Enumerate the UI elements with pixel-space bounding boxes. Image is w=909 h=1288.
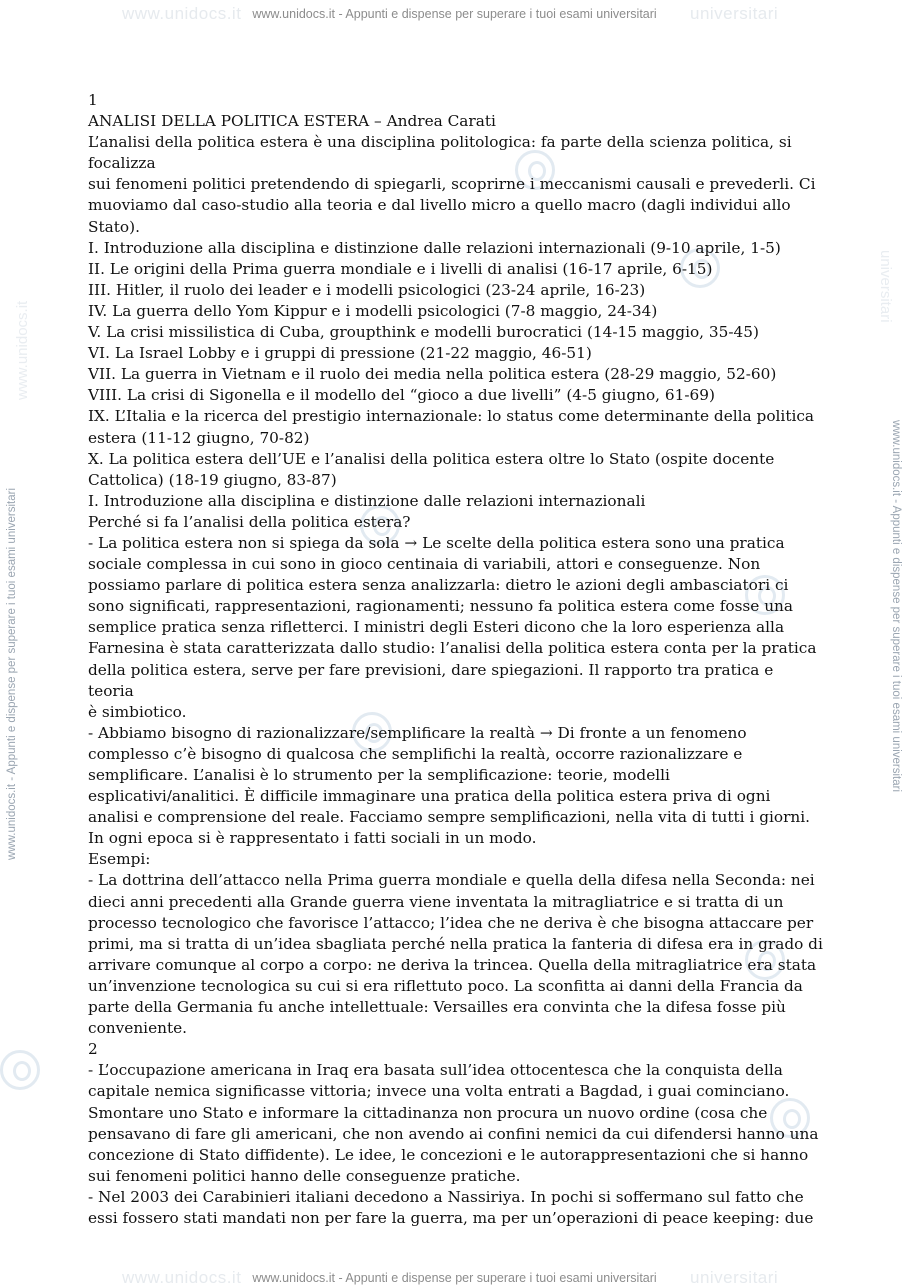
text-line: della politica estera, serve per fare previsioni, dare spiegazioni. Il rapporto tra pratica e teoria: [88, 660, 774, 700]
text-line: - Nel 2003 dei Carabinieri italiani decedono a Nassiriya. In pochi si soffermano sul fatto che: [88, 1187, 804, 1206]
document-title: ANALISI DELLA POLITICA ESTERA – Andrea Carati: [88, 112, 496, 131]
text-line: un’invenzione tecnologica su cui si era riflettuto poco. La sconfitta ai danni della Francia da: [88, 976, 803, 995]
text-line: processo tecnologico che favorisce l’attacco; l’idea che ne deriva è che bisogna attaccare per: [88, 913, 814, 932]
text-line: capitale nemica significasse vittoria; invece una volta entrati a Bagdad, i guai cominciano.: [88, 1082, 790, 1101]
text-line: In ogni epoca si è rappresentato i fatti sociali in un modo.: [88, 829, 537, 848]
page-number: 2: [88, 1040, 98, 1059]
text-line: esplicativi/analitici. È difficile immaginare una pratica della politica estera priva di ogni: [88, 787, 771, 806]
text-line: concezione di Stato diffidente). Le idee, le concezioni e le autorappresentazioni che si hanno: [88, 1145, 809, 1164]
syllabus-item: II. Le origini della Prima guerra mondiale e i livelli di analisi (16-17 aprile, 6-15): [88, 259, 713, 278]
watermark-right-faint: universitari: [877, 250, 894, 323]
syllabus-item: IV. La guerra dello Yom Kippur e i modelli psicologici (7-8 maggio, 24-34): [88, 301, 658, 320]
watermark-right: www.unidocs.it - Appunti e dispense per superare i tuoi esami universitari: [890, 420, 902, 793]
page-number: 1: [88, 91, 98, 109]
text-line: semplificare. L’analisi è lo strumento per la semplificazione: teorie, modelli: [88, 766, 670, 784]
section-question: Perché si fa l’analisi della politica estera?: [88, 512, 411, 531]
text-line: Smontare uno Stato e informare la cittadinanza non procura un nuovo ordine (cosa che: [88, 1103, 768, 1122]
text-line: dieci anni precedenti alla Grande guerra viene inventata la mitragliatrice e si tratta di un: [88, 892, 784, 911]
watermark-left-faint: www.unidocs.it: [14, 300, 31, 400]
syllabus-item: IX. L’Italia e la ricerca del prestigio internazionale: lo status come determinante della politica: [88, 407, 815, 426]
text-line: complesso c’è bisogno di qualcosa che semplifichi la realtà, occorre razionalizzare e: [88, 744, 743, 763]
examples-heading: Esempi:: [88, 850, 151, 869]
text-line: sui fenomeni politici hanno delle conseguenze pratiche.: [88, 1166, 521, 1185]
watermark-top: [0, 4, 909, 22]
syllabus-item: V. La crisi missilistica di Cuba, groupthink e modelli burocratici (14-15 maggio, 35-45): [88, 323, 759, 342]
text-line: arrivare comunque al corpo a corpo: ne deriva la trincea. Quella della mitragliatrice era stata: [88, 955, 817, 974]
text-line: essi fossero stati mandati non per fare la guerra, ma per un’operazioni di peace keeping: due: [88, 1208, 814, 1227]
text-line: estera (11-12 giugno, 70-82): [88, 428, 310, 447]
text-line: conveniente.: [88, 1019, 188, 1038]
watermark-bottom: [0, 1268, 909, 1286]
watermark-left: www.unidocs.it - Appunti e dispense per superare i tuoi esami universitari: [6, 487, 18, 860]
watermark-top-faint-right: universitari: [690, 4, 779, 23]
watermark-bottom-faint-left: www.unidocs.it: [122, 1268, 242, 1287]
text-line: focalizza: [88, 154, 156, 173]
text-line: - La politica estera non si spiega da sola → Le scelte della politica estera sono una pratica: [88, 533, 785, 552]
text-line: analisi e comprensione del reale. Facciamo sempre semplificazioni, nella vita di tutti i giorni.: [88, 808, 811, 827]
section-heading: I. Introduzione alla disciplina e distinzione dalle relazioni internazionali: [88, 491, 646, 510]
text-line: - La dottrina dell’attacco nella Prima guerra mondiale e quella della difesa nella Seconda: nei: [88, 871, 815, 890]
syllabus-item: VIII. La crisi di Sigonella e il modello del “gioco a due livelli” (4-5 giugno, 61-69): [88, 386, 715, 405]
text-line: L’analisi della politica estera è una disciplina politologica: fa parte della scienza politica, si: [88, 133, 792, 152]
text-line: è simbiotico.: [88, 702, 187, 721]
text-line: sui fenomeni politici pretendendo di spiegarli, scoprirne i meccanismi causali e prevederli. Ci: [88, 175, 816, 194]
syllabus-item: VII. La guerra in Vietnam e il ruolo dei media nella politica estera (28-29 maggio, 52-60): [88, 365, 777, 384]
watermark-bottom-text: www.unidocs.it - Appunti e dispense per superare i tuoi esami universitari: [252, 1271, 657, 1285]
text-line: - L’occupazione americana in Iraq era basata sull’idea ottocentesca che la conquista della: [88, 1061, 783, 1080]
text-line: sono significati, rappresentazioni, ragionamenti; nessuno fa politica estera come fosse una: [88, 597, 794, 616]
text-line: muoviamo dal caso-studio alla teoria e dal livello micro a quello macro (dagli individui allo Stato).: [88, 196, 791, 236]
text-line: Cattolica) (18-19 giugno, 83-87): [88, 470, 337, 489]
syllabus-item: X. La politica estera dell’UE e l’analisi della politica estera oltre lo Stato (ospite docente: [88, 449, 775, 468]
syllabus-item: I. Introduzione alla disciplina e distinzione dalle relazioni internazionali (9-10 aprile, 1-5): [88, 238, 781, 257]
document-body: [88, 90, 823, 1229]
text-line: Farnesina è stata caratterizzata dallo studio: l’analisi della politica estera conta per la pratica: [88, 639, 817, 658]
text-line: parte della Germania fu anche intellettuale: Versailles era convinta che la difesa fosse più: [88, 998, 786, 1017]
text-line: possiamo parlare di politica estera senza analizzarla: dietro le azioni degli ambasciatori ci: [88, 576, 789, 595]
syllabus-item: VI. La Israel Lobby e i gruppi di pressione (21-22 maggio, 46-51): [88, 344, 592, 363]
watermark-top-text: www.unidocs.it - Appunti e dispense per superare i tuoi esami universitari: [252, 7, 657, 21]
syllabus-item: III. Hitler, il ruolo dei leader e i modelli psicologici (23-24 aprile, 16-23): [88, 280, 646, 299]
text-line: - Abbiamo bisogno di razionalizzare/semplificare la realtà → Di fronte a un fenomeno: [88, 723, 747, 742]
text-line: primi, ma si tratta di un’idea sbagliata perché nella pratica la fanteria di difesa era in grado di: [88, 934, 823, 953]
text-line: semplice pratica senza rifletterci. I ministri degli Esteri dicono che la loro esperienza alla: [88, 618, 785, 637]
watermark-top-faint-left: www.unidocs.it: [122, 4, 242, 23]
text-line: sociale complessa in cui sono in gioco centinaia di variabili, attori e conseguenze. Non: [88, 555, 761, 574]
watermark-logo: [0, 1050, 40, 1090]
watermark-bottom-faint-right: universitari: [690, 1268, 779, 1287]
text-line: pensavano di fare gli americani, che non avendo ai confini nemici da cui difendersi hanno una: [88, 1124, 819, 1143]
